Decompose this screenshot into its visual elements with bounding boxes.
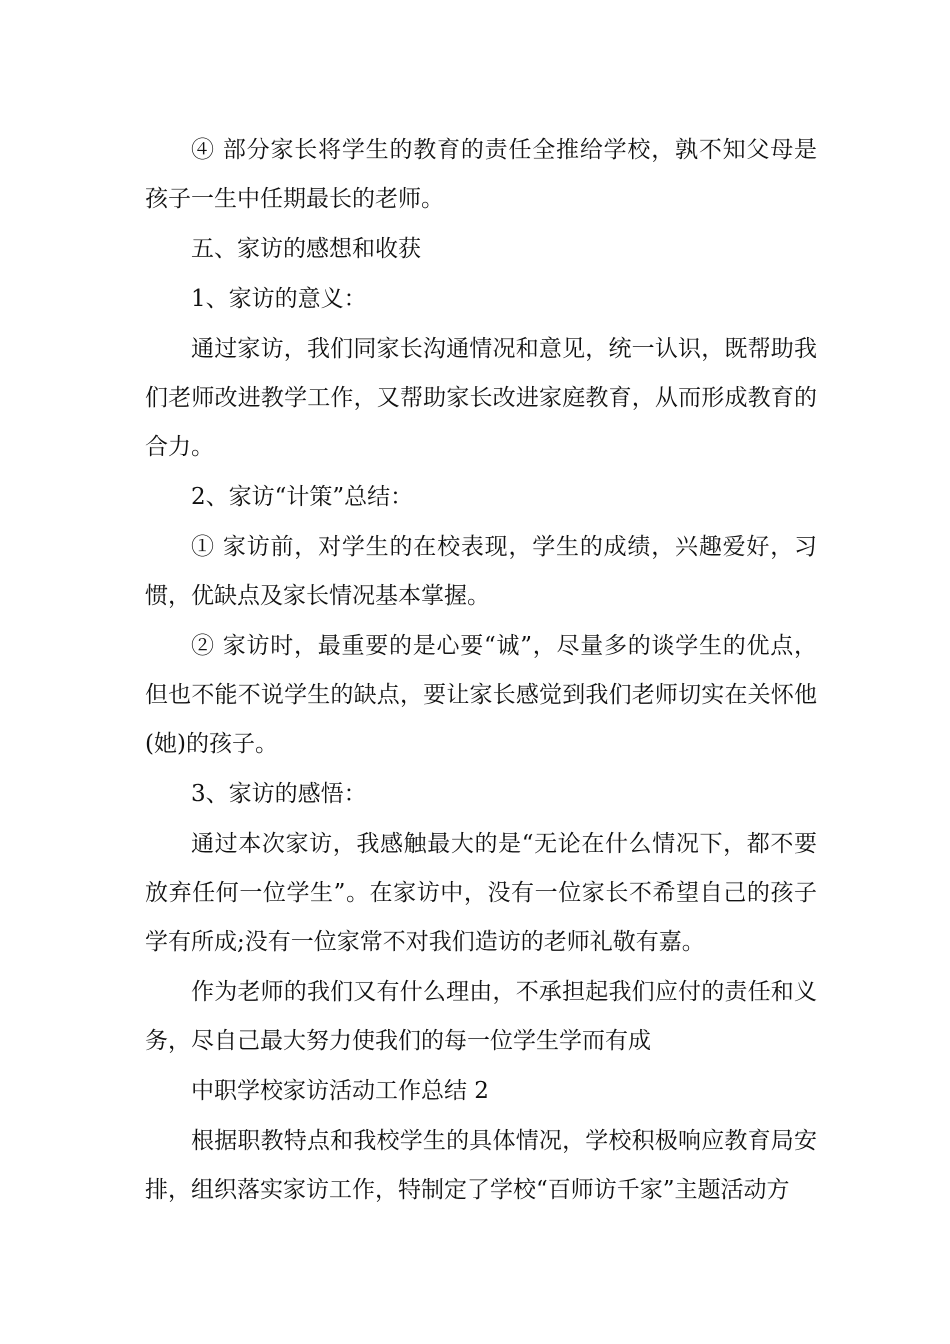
document-body: [145, 126, 817, 1216]
paragraph-parent-responsibility: ④ 部分家长将学生的教育的责任全推给学校，孰不知父母是孩子一生中任期最长的老师。: [145, 137, 817, 212]
subheading-strategy: 2、家访“计策”总结：: [191, 484, 414, 510]
subheading-insights: 3、家访的感悟：: [191, 781, 367, 807]
paragraph-during-visit: ② 家访时，最重要的是心要“诚”，尽量多的谈学生的优点，但也不能不说学生的缺点，要让家长感觉到我们老师切实在关怀他(她)的孩子。: [145, 633, 817, 757]
paragraph-insights: 通过本次家访，我感触最大的是“无论在什么情况下，都不要放弃任何一位学生”。在家访中，没有一位家长不希望自己的孩子学有所成;没有一位家常不对我们造访的老师礼敬有嘉。: [145, 831, 817, 955]
paragraph-meaning: 通过家访，我们同家长沟通情况和意见，统一认识，既帮助我们老师改进教学工作，又帮助家长改进家庭教育，从而形成教育的合力。: [145, 336, 817, 460]
subheading-meaning: 1、家访的意义：: [191, 286, 367, 312]
paragraph-teacher-duty: 作为老师的我们又有什么理由，不承担起我们应付的责任和义务，尽自己最大努力使我们的每一位学生学而有成: [145, 979, 817, 1054]
section-heading-reflections: 五、家访的感想和收获: [191, 236, 421, 262]
paragraph-before-visit: ① 家访前，对学生的在校表现，学生的成绩，兴趣爱好，习惯，优缺点及家长情况基本掌握。: [145, 534, 817, 609]
section-title-summary-2: 中职学校家访活动工作总结 2: [191, 1078, 489, 1104]
paragraph-summary-2-intro: 根据职教特点和我校学生的具体情况，学校积极响应教育局安排，组织落实家访工作，特制定了学校“百师访千家”主题活动方: [145, 1128, 817, 1203]
